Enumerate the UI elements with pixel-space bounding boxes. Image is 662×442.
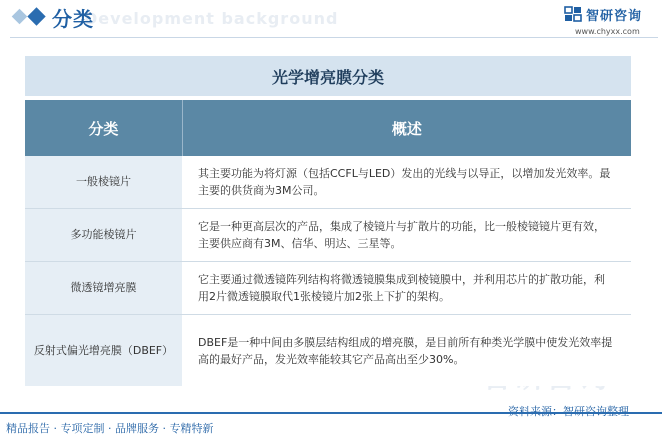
brand-url: www.chyxx.com bbox=[575, 27, 640, 36]
description-cell: 它是一种更高层次的产品，集成了棱镜片与扩散片的功能，比一般棱镜镜片更有效，主要供应商有3M、信华、明达、三星等。 bbox=[182, 209, 631, 261]
classification-table bbox=[25, 56, 631, 386]
page-title: 分类 bbox=[52, 7, 94, 31]
category-cell: 一般棱镜片 bbox=[25, 156, 182, 208]
table-row bbox=[25, 156, 631, 209]
table-row bbox=[25, 315, 631, 386]
diamond-large-icon bbox=[27, 7, 45, 25]
page-header bbox=[0, 0, 662, 40]
brand-logo-icon bbox=[564, 6, 582, 22]
description-cell: 它主要通过微透镜阵列结构将微透镜膜集成到棱镜膜中，并利用芯片的扩散功能，利用2片微透镜膜取代1张棱镜片加2张上下扩的架构。 bbox=[182, 262, 631, 314]
footer-services: 精品报告 · 专项定制 · 品牌服务 · 专精特新 bbox=[6, 422, 214, 435]
description-cell: DBEF是一种中间由多膜层结构组成的增亮膜，是目前所有种类光学膜中使发光效率提高的最好产品，发光效率能较其它产品高出至少30%。 bbox=[182, 315, 631, 386]
table-row bbox=[25, 209, 631, 262]
table-row bbox=[25, 262, 631, 315]
header-divider bbox=[10, 37, 658, 38]
header-watermark: Development background bbox=[84, 9, 339, 28]
footer-bar bbox=[0, 412, 662, 414]
table-header-row bbox=[25, 100, 631, 156]
category-cell: 微透镜增亮膜 bbox=[25, 262, 182, 314]
diamond-small-icon bbox=[12, 9, 28, 25]
brand-name: 智研咨询 bbox=[586, 9, 643, 24]
page-footer bbox=[0, 412, 662, 442]
table-caption: 光学增亮膜分类 bbox=[25, 56, 631, 96]
description-cell: 其主要功能为将灯源（包括CCFL与LED）发出的光线与以导正，以增加发光效率。最主要的供货商为3M公司。 bbox=[182, 156, 631, 208]
column-header-overview: 概述 bbox=[391, 119, 422, 138]
category-cell: 反射式偏光增亮膜（DBEF） bbox=[25, 315, 182, 386]
category-cell: 多功能棱镜片 bbox=[25, 209, 182, 261]
column-header-category: 分类 bbox=[25, 100, 183, 156]
